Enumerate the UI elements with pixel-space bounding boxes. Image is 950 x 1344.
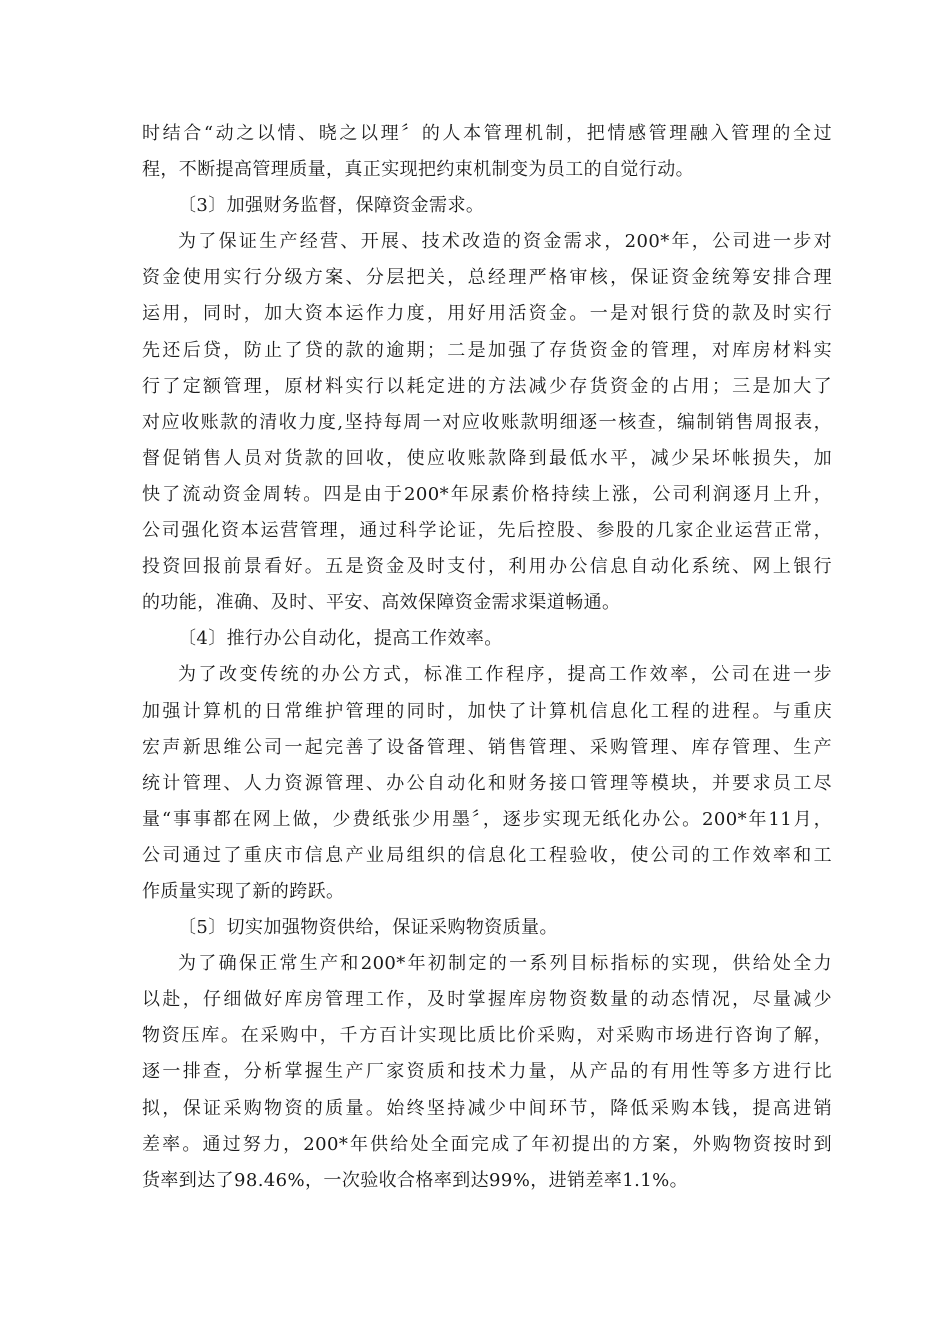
text-line: 快了流动资金周转。四是由于200*年尿素价格持续上涨，公司利润逐月上升， xyxy=(142,483,832,505)
text-line: 资金使用实行分级方案、分层把关，总经理严格审核，保证资金统筹安排合理 xyxy=(142,267,832,289)
text-line: 运用，同时，加大资本运作力度，用好用活资金。一是对银行贷的款及时实行 xyxy=(142,303,832,325)
text-line: 差率。通过努力，200*年供给处全面完成了年初提出的方案，外购物资按时到 xyxy=(142,1133,832,1155)
paragraph-start-line: 〔3〕加强财务监督，保障资金需求。 xyxy=(178,195,485,217)
text-line: 时结合“动之以情、晓之以理〞的人本管理机制，把情感管理融入管理的全过 xyxy=(142,123,832,144)
paragraph-start-line: 〔5〕切实加强物资供给，保证采购物资质量。 xyxy=(178,917,558,939)
text-line: 以赴，仔细做好库房管理工作，及时掌握库房物资数量的动态情况，尽量减少 xyxy=(142,989,832,1011)
text-line: 公司通过了重庆市信息产业局组织的信息化工程验收，使公司的工作效率和工 xyxy=(142,844,832,866)
text-line: 先还后贷，防止了贷的款的逾期；二是加强了存货资金的管理，对库房材料实 xyxy=(142,339,832,361)
text-line: 拟，保证采购物资的质量。始终坚持减少中间环节，降低采购本钱，提高进销 xyxy=(142,1097,832,1119)
text-line: 统计管理、人力资源管理、办公自动化和财务接口管理等模块，并要求员工尽 xyxy=(142,772,832,794)
text-line: 逐一排查，分析掌握生产厂家资质和技术力量，从产品的有用性等多方进行比 xyxy=(142,1061,832,1083)
text-line: 投资回报前景看好。五是资金及时支付，利用办公信息自动化系统、网上银行 xyxy=(142,556,832,578)
text-line: 的功能，准确、及时、平安、高效保障资金需求渠道畅通。 xyxy=(142,592,621,614)
text-line: 货率到达了98.46%，一次验收合格率到达99%，进销差率1.1%。 xyxy=(142,1169,688,1191)
text-line: 宏声新思维公司一起完善了设备管理、销售管理、采购管理、库存管理、生产 xyxy=(142,736,832,758)
text-line: 加强计算机的日常维护管理的同时，加快了计算机信息化工程的进程。与重庆 xyxy=(142,700,832,722)
text-line: 量“事事都在网上做，少费纸张少用墨〞，逐步实现无纸化办公。200*年11月， xyxy=(142,808,832,830)
paragraph-start-line: 为了确保正常生产和200*年初制定的一系列目标指标的实现，供给处全力 xyxy=(178,953,832,975)
text-line: 作质量实现了新的跨跃。 xyxy=(142,880,345,902)
paragraph-start-line: 为了改变传统的办公方式，标准工作程序，提高工作效率，公司在进一步 xyxy=(178,664,832,686)
text-line: 行了定额管理，原材料实行以耗定进的方法减少存货资金的占用；三是加大了 xyxy=(142,375,832,397)
paragraph-start-line: 为了保证生产经营、开展、技术改造的资金需求，200*年，公司进一步对 xyxy=(178,231,832,253)
paragraph-start-line: 〔4〕推行办公自动化，提高工作效率。 xyxy=(178,628,503,650)
text-line: 程，不断提高管理质量，真正实现把约束机制变为员工的自觉行动。 xyxy=(142,159,694,181)
text-line: 督促销售人员对货款的回收，使应收账款降到最低水平，减少呆坏帐损失，加 xyxy=(142,447,832,469)
text-line: 对应收账款的清收力度,坚持每周一对应收账款明细逐一核查，编制销售周报表， xyxy=(142,411,832,433)
text-line: 公司强化资本运营管理，通过科学论证，先后控股、参股的几家企业运营正常， xyxy=(142,520,832,542)
document-body xyxy=(142,116,832,1199)
text-line: 物资压库。在采购中，千方百计实现比质比价采购，对采购市场进行咨询了解， xyxy=(142,1025,832,1047)
